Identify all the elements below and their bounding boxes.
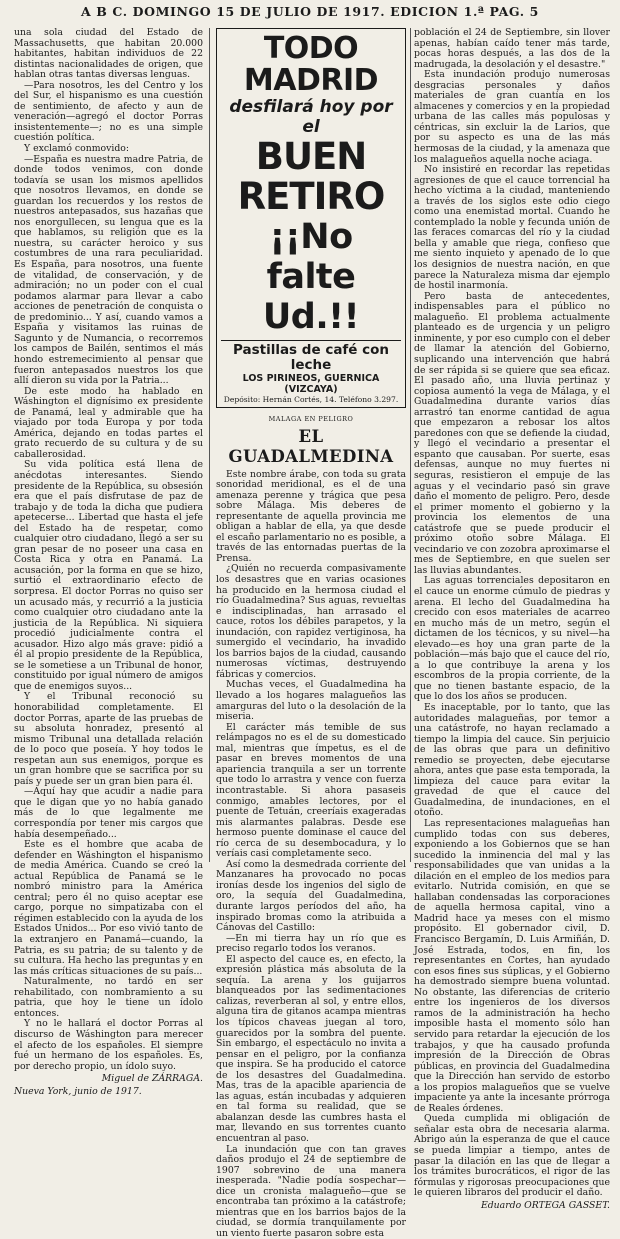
paragraph: población el 24 de Septiembre, sin llover apenas, habían caído tener más tarde, pocas horas después, a las dos de la madrugada, la desolación y el desastre.": [414, 27, 610, 70]
header-text: A B C. DOMINGO 15 DE JULIO DE 1917. EDICION 1.ª PAG. 5: [81, 4, 539, 19]
paragraph: —Aquí hay que acudir a nadie para que le digan que yo no había ganado más de lo que legalmente me correspondía por tener mis cargos que había desempeñado...: [14, 786, 203, 840]
ad-rule: [221, 340, 401, 341]
paragraph: Pero basta de antecedentes, indispensables para el público no malagueño. El problema actualmente planteado es de urgencia y un peligro inminente, y por eso cumplo con el deber de llamar la atención del Gobierno, suplicando una intervención que habrá de ser rápida si se quiere que sea eficaz. El pasado año, una lluvia pertinaz y copiosa aumentó la vega de Málaga, y el Guadalmedina durante varios días arrastró tan enorme cantidad de agua que empezaron a rebosar los altos paredones con que se defiende la ciudad, y llegó el vecindario a presentar el espanto que causaban. Por suerte, esas defensas, aunque no muy fuertes ni seguras, resistieron el empuje de las aguas y el vecindario pasó sin grave daño el momento de peligro. Pero, desde el primer momento el gobierno y la provincia los elementos de una catástrofe que se puede producir el próximo otoño sobre Málaga. El vecindario ve con zozobra aproximarse el mes de Septiembre, en que suelen ser las lluvias abundantes.: [414, 290, 610, 576]
paragraph: Las representaciones malagueñas han cumplido todas con sus deberes, exponiendo a los Gobiernos que se han sucedido la inminencia del mal y las responsabilidades que van unidas a la dilación en el empleo de los medios para evitarlo. Nutrida comisión, en que se hallaban condensadas las corporaciones de aquella hermosa capital, vino a Madrid hace ya meses con el mismo propósito. El gobernador civil, D. Francisco Bergamín, D. Luis Armiñán, D. José Estrada, todos, en fin, los representantes en Cortes, han ayudado con esos fines sus súplicas, y el Gobierno ha demostrado siempre buena voluntad. No obstante, las diferencias de criterio entre los ingenieros de los diversos ramos de la administración ha hecho imposible hasta el momento sólo han servido para retardar la ejecución de los trabajos, y que ha causado profunda impresión de la Dirección de Obras públicas, en provincia del Guadalmedina que la Dirección han servido de estorbo a los propios malagueños que se vuelve impaciente ya ante la incesante prórroga de Reales órdenes.: [414, 818, 610, 1114]
paragraph: De este modo ha hablado en Wáshington el dignísimo ex presidente de Panamá, leal y admirable que ha viajado por toda Europa y por toda América, dejando en todas partes el grato recuerdo de su cultura y de su caballerosidad.: [14, 385, 203, 460]
paragraph: Esta inundación produjo numerosas desgracias personales y daños materiales de gran cuantía en los almacenes y comercios y en la propiedad urbana de las calles más populosas y céntricas, sin excluir la de Larios, que por su aspecto es una de las más hermosas de la ciudad, y la amenaza que los malagueños aquella noche aciaga.: [414, 69, 610, 165]
article-title: EL GUADALMEDINA: [228, 426, 394, 466]
ad-address: Depósito: Hernán Cortés, 14. Teléfono 3.297.: [223, 395, 399, 404]
paragraph: Así como la desmedrada corriente del Manzanares ha provocado no pocas ironías desde los ingenios del siglo de oro, la sequía del Guadalmedina, durante largos períodos del año, ha inspirado bromas como la atribuida a Cánovas del Castillo:: [216, 858, 406, 934]
ad-slogan: ¡¡No falte Ud.!!: [262, 217, 360, 337]
paragraph: El carácter más temible de sus relámpagos no es el de su domesticado mal, mientras que ímpetus, es el de pasar en breves momentos de una apariencia tranquila a ser un torrente que todo lo arrastra y vence con fuerza incontrastable. Si ahora pasaseis conmigo, amables lectores, por el puente de Tetuán, creeríais exageradas mis alarmantes palabras. Desde ese hermoso puente dominase el cauce del río cerca de su desembocadura, y lo veríais casi completamente seco.: [216, 721, 406, 860]
paragraph: Muchas veces, el Guadalmedina ha llevado a los hogares malagueños las amarguras del luto o la desolación de la miseria.: [216, 679, 406, 723]
ad-subline: desfilará hoy por el: [229, 97, 393, 137]
paragraph: Y exclamó conmovido:: [24, 143, 130, 155]
paragraph: Es inaceptable, por lo tanto, que las autoridades malagueñas, por temor a una catástrofe, no hayan reclamado a tiempo la limpia del cauce. Sin perjuicio de las obras que para un definitivo remedio se proyecten, debe ejecutarse ahora, antes que pase esta temporada, la limpieza del cauce para evitar la gravedad de que el cauce del Guadalmedina, de inundaciones, en el otoño.: [414, 702, 610, 819]
paragraph: No insistiré en recordar las repetidas agresiones de que el cauce torrencial ha hecho víctima a la ciudad, manteniendo a través de los siglos este odio ciego como una enemistad mortal. Cuando he contemplado la noble y fecunda unión de las feraces comarcas del río y la ciudad bella y amable que riega, confieso que me siento inquieto y apenado de lo que los designios de nuestra nación, en que parece la Naturaleza misma dar ejemplo de hostil inarmonía.: [414, 164, 610, 292]
paragraph: Su vida política está llena de anécdotas interesantes. Siendo presidente de la República, su obsesión era que el país disfrutase de paz de trabajo y de toda la dicha que pudiera apetecerse... Libertad que hasta el jefe del Estado ha de respetar, como cualquier otro ciudadano, llegó a ser su gran pesar de no poseer una casa en Costa Rica y otra en Panamá. La acusación, por la forma en que se hizo, surtió el extraordinario efecto de sorpresa. El doctor Porras no quiso ser un acusado más, y recurrió a la justicia como cualquier otro ciudadano ante la justicia de la República. Ni siquiera procedió judicialmente contra el acusador. Hizo algo más grave: pidió a él al propio presidente de la República, se le sometiese a un Tribunal de honor, constituido por igual número de amigos que de enemigos suyos...: [14, 459, 203, 692]
ad-venue: BUEN RETIRO: [237, 135, 385, 218]
paragraph: Naturalmente, no tardó en ser rehabilitado, con nombramiento a su patria, que hoy le tiene un ídolo entonces.: [14, 976, 203, 1019]
page-header: [10, 4, 610, 20]
paragraph: Queda cumplida mi obligación de señalar esta obra de necesaria alarma. Abrigo aún la esperanza de que el cauce se pueda limpiar a tiempo, antes de pasar la dilación en las que de llegar a los trámites burocráticos, el rigor de las fórmulas y rigorosas preocupaciones que le quieren libraros del producir el daño.: [414, 1113, 610, 1199]
column-2: [216, 28, 406, 1239]
paragraph: Este nombre árabe, con toda su grata sonoridad meridional, es el de una amenaza perenne y trágica que pesa sobre Málaga. Mis deberes de representante de aquella provincia me obligan a hablar de ella, ya que desde el escaño parlamentario no es posible, a través de las entornadas puertas de la Prensa.: [216, 468, 406, 564]
column-rule-right: [410, 28, 411, 862]
paragraph: El aspecto del cauce es, en efecto, la expresión plástica más absoluta de la sequía. La arena y los guijarros blanqueados por las sedimentaciones calizas, reverberan al sol, y entre ellos, alguna tira de gitanos acampa mientras los típicos chaveas juegan al toro, guarecidos por la sombra del puente. Sin embargo, el espectáculo no invita a pensar en el peligro, por la confianza que inspira. Se ha producido el catorce de los desastres del Guadalmedina. Mas, tras de la apacible apariencia de las aguas, están incubadas y adquieren en tal forma su realidad, que se abalanzan desde las cumbres hasta el mar, llevando en sus torrentes cuanto encuentran al paso.: [216, 953, 406, 1144]
article-kicker: MALAGA EN PELIGRO: [268, 415, 354, 423]
paragraph: Este es el hombre que acaba de defender en Wáshington el hispanismo de media América. Cuando se creó la actual República de Panamá se le nombró ministro para la América central; pero él no quiso aceptar ese cargo, porque no simpatizaba con el régimen establecido con la ayuda de los Estados Unidos... Por eso vivió tanto de la extranjero en Panamá—cuando, la Patria, es su patria; de su talento y de su cultura. Ha hecho las preguntas y en las más críticas situaciones de su país...: [14, 839, 203, 977]
paragraph: Y el Tribunal reconoció su honorabilidad completamente. El doctor Porras, aparte de las pruebas de su absoluta honradez, presentó al mismo Tribunal una detallada relación de lo poco que poseía. Y hoy todos le respetan aun sus enemigos, porque es un gran hombre que se sacrifica por su país y puede ser un gran bien para él.: [14, 691, 203, 787]
ad-manufacturer: LOS PIRINEOS, GUERNICA (VIZCAYA): [242, 373, 380, 395]
paragraph: ¿Quién no recuerda compasivamente los desastres que en varias ocasiones ha producido en la hermosa ciudad el río Guadalmedina? Sus aguas, revueltas e indisciplinadas, han arrasado el cauce, rotos los débiles parapetos, y la inundación, con rapidez vertiginosa, ha sumergido el vecindario, ha invadido los barrios bajos de la ciudad, causando numerosas víctimas, destruyendo fábricas y comercios.: [216, 563, 406, 680]
column-1-article-continuation: [14, 27, 203, 1097]
paragraph: —Para nosotros, les del Centro y los del Sur, el hispanismo es una cuestión de sentimiento, de afecto y aun de veneración—agregó el doctor Porras insistentemente—; no es una simple cuestión política.: [14, 79, 203, 144]
paragraph: Y no le hallará el doctor Porras al discurso de Wáshington para merecer el afecto de los españoles. El siempre fué un hermano de los españoles. Es, por derecho propio, un ídolo suyo.: [14, 1018, 203, 1072]
paragraph: —España es nuestra madre Patria, de donde todos venimos, con donde todavía se usan los mismos apellidos que nosotros llevamos, en donde se guardan los recuerdos y los restos de nuestros antepasados, sus hazañas que nos enorgullecen, su lengua que es la que hablamos, su religión que es la nuestra, su carácter heroico y sus costumbres de una rara peculiaridad. Es España, para nosotros, una fuente de vitalidad, de conservación, y de admiración; no un poder con el cual podamos alarmar para llevar a cabo acciones de penetración de conquista o de predominio... Y así, cuando vamos a España y visitamos las ruinas de Sagunto y de Numancia, o recorremos los campos de Bailén, sentimos el más hondo estremecimiento al pensar que fueron antepasados nuestros los que allí dieron su vida por la Patria...: [14, 153, 203, 387]
paragraph: —En mi tierra hay un río que es preciso regarlo todos los veranos.: [216, 932, 406, 955]
author-signature: Miguel de ZÁRRAGA.: [101, 1073, 203, 1085]
column-3: [414, 27, 610, 1211]
dateline: Nueva York, junio de 1917.: [14, 1085, 142, 1097]
paragraph: una sola ciudad del Estado de Massachusetts, que habitan 20.000 habitantes, habitan individuos de 22 distintas nacionalidades de origen, que hablan otras tantas diversas lenguas.: [14, 27, 203, 81]
paragraph: Las aguas torrenciales depositaron en el cauce un enorme cúmulo de piedras y arena. El lecho del Guadalmedina ha crecido con esos materiales de acarreo en mucho más de un metro, según el dictamen de los técnicos, y su nivel—ha elevado—es hoy una gran parte de la población—más bajo que el cauce del río, a lo que contribuye la arena y los escombros de la propia corriente, de la que no tienen bastante espacio, de la que lo dos los años se producen.: [414, 575, 610, 703]
author-signature: Eduardo ORTEGA GASSET.: [480, 1199, 610, 1211]
ad-headline: TODO MADRID: [243, 31, 379, 98]
ad-product: Pastillas de café con leche: [232, 342, 390, 373]
advertisement-box: [216, 28, 406, 408]
column-rule-left: [209, 28, 210, 862]
paragraph: La inundación que con tan graves daños produjo el 24 de septiembre de 1907 sobrevino de una manera inesperada. "Nadie podía sospechar—dice un cronista malagueño—que se encontraba tan próximo a la catástrofe; mientras que en los barrios bajos de la ciudad, se dormía tranquilamente por un viento fuerte pasaron sobre esta: [216, 1143, 406, 1239]
